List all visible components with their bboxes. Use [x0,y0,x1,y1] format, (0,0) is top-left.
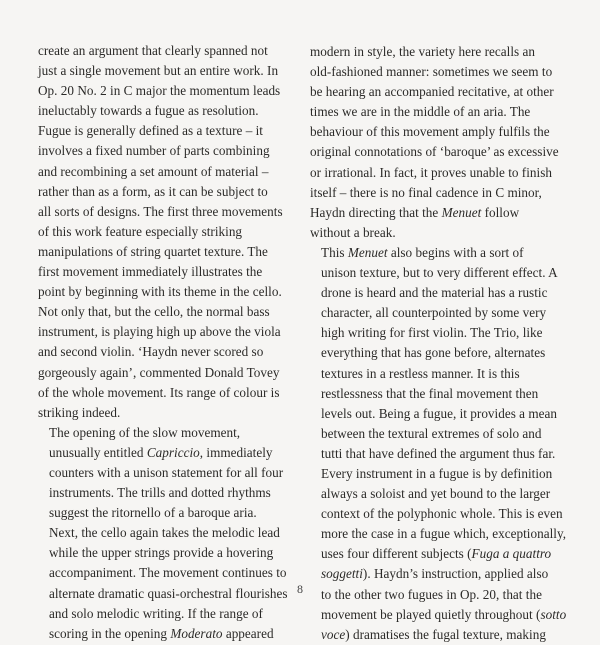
italic-term: Fuga a quattro [471,546,552,562]
text-line: first movement immediately illustrates the [38,264,263,280]
text-line: and recombining a set amount of material – [38,163,269,179]
italic-term: sotto [540,606,567,622]
text-line: Next, the cello again takes the melodic lead [49,525,280,541]
left-paragraph-2 [38,423,300,644]
text-line: alternate dramatic quasi-orchestral flourishes [49,585,288,601]
text-line: tutti that have defined the argument thus far. [321,445,556,461]
text-line: context of the polyphonic whole. This is even [321,506,563,522]
text-line: Op. 20 No. 2 in C major the momentum leads [38,83,281,99]
text-line: without a break. [310,224,396,240]
text-line: more the case in a fugue which, exceptionally, [321,526,567,542]
text-line: times we are in the middle of an aria. The [310,104,531,120]
text-line: levels out. Being a fugue, it provides a mean [321,405,558,421]
text-line: rather than as a form, as it can be subject to [38,183,268,199]
italic-term: Moderato [170,625,223,641]
text-line: always a soloist and yet bound to the larger [321,486,551,502]
text-line: character, all counterpointed by some very [321,305,547,321]
text-line: to the other two fugues in Op. 20, that the [321,586,542,602]
text-line: restlessness that the final movement then [321,385,539,401]
text-line: or irrational. In fact, it proves unable to finish [310,164,552,180]
text-line: behaviour of this movement amply fulfils the [310,124,550,140]
text-line: itself – there is no final cadence in C minor, [310,184,542,200]
text-line: everything that has gone before, alternates [321,345,546,361]
text-line: drone is heard and the material has a rustic [321,285,548,301]
text-line: unusually entitled Capriccio, immediately [49,444,273,460]
text-line: old-fashioned manner: sometimes we seem to [310,64,553,80]
text-line: Every instrument in a fugue is by definition [321,465,553,481]
text-line: point by beginning with its theme in the cello. [38,284,282,300]
text-line: voce) dramatises the fugal texture, making [321,626,546,642]
text-line: and second violin. ‘Haydn never scored so [38,344,264,360]
page-number: 8 [297,582,303,596]
text-line: be hearing an accompanied recitative, at other [310,84,554,100]
text-line: create an argument that clearly spanned not [38,43,268,58]
right-column [310,42,574,645]
text-line: Haydn directing that the Menuet follow [310,204,520,220]
text-line: textures in a restless manner. It is this [321,365,520,381]
italic-term: Menuet [347,244,388,260]
text-line: ineluctably towards a fugue as resolution. [38,103,259,119]
right-paragraph-1 [310,42,574,243]
text-line: This Menuet also begins with a sort of [321,244,524,260]
italic-term: Menuet [441,204,482,220]
text-line: modern in style, the variety here recalls an [310,44,535,59]
text-line: scoring in the opening Moderato appeared [49,625,274,641]
text-line: gorgeously again’, commented Donald Tovey [38,364,280,380]
text-line: involves a fixed number of parts combining [38,143,270,159]
text-line: The opening of the slow movement, [49,424,241,440]
text-line: accompaniment. The movement continues to [49,565,287,581]
italic-term: soggetti [321,566,363,582]
left-paragraph-1 [38,41,300,423]
text-line: striking indeed. [38,404,121,420]
left-column [38,41,300,644]
italic-term: Capriccio [146,444,200,460]
text-line: original connotations of ‘baroque’ as excessive [310,144,559,160]
text-line: instrument, is playing high up above the viola [38,324,281,340]
text-line: just a single movement but an entire work. In [38,63,279,79]
text-line: and solo melodic writing. If the range of [49,605,263,621]
text-line: while the upper strings provide a hovering [49,545,274,561]
text-line: of the whole movement. Its range of colour is [38,384,280,400]
text-line: Fugue is generally defined as a texture – it [38,123,263,139]
text-line: counters with a unison statement for all four [49,464,284,480]
text-line: Not only that, but the cello, the normal bass [38,304,270,320]
italic-term: voce [321,626,346,642]
text-line: all sorts of designs. The first three movements [38,203,283,219]
text-line: instruments. The trills and dotted rhythms [49,485,271,501]
text-line: movement be played quietly throughout (sotto [321,606,567,622]
text-line: high writing for first violin. The Trio, like [321,325,543,341]
text-line: of this work feature especially striking [38,223,243,239]
text-line: manipulations of string quartet texture. The [38,243,268,259]
text-line: uses four different subjects (Fuga a quattro [321,546,552,562]
text-line: between the textural extremes of solo and [321,425,542,441]
text-line: soggetti). Haydn’s instruction, applied also [321,566,549,582]
text-line: unison texture, but to very different effect. A [321,265,558,281]
text-line: suggest the ritornello of a baroque aria. [49,505,257,521]
